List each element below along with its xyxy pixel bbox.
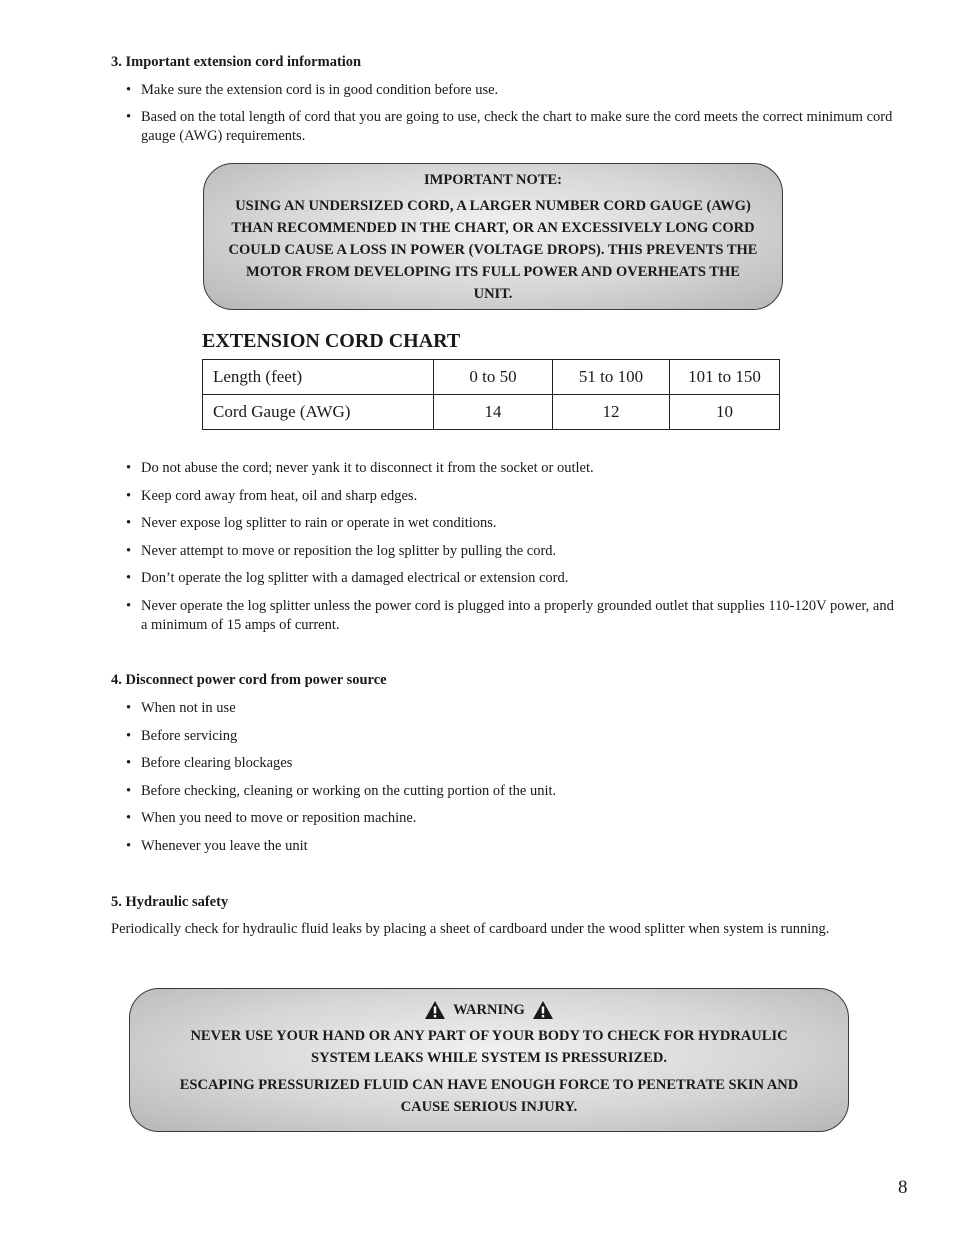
table-cell: 101 to 150 [670, 360, 780, 395]
page-number: 8 [898, 1177, 908, 1198]
section-5-body: Periodically check for hydraulic fluid leaks by placing a sheet of cardboard under the wood splitter when system is running. [111, 921, 830, 937]
table-cell: 0 to 50 [434, 360, 553, 395]
section-3-heading: 3. Important extension cord information [111, 54, 362, 70]
table-cell: 10 [670, 395, 780, 430]
list-item: • Do not abuse the cord; never yank it to disconnect it from the socket or outlet. [126, 459, 896, 478]
list-item: • Make sure the extension cord is in good condition before use. [126, 81, 896, 100]
list-item: • Before clearing blockages [126, 754, 896, 773]
warning-header [160, 996, 818, 1023]
list-item: • Don’t operate the log splitter with a damaged electrical or extension cord. [126, 569, 896, 588]
list-item: • Never expose log splitter to rain or operate in wet conditions. [126, 514, 896, 533]
warning-line-1: NEVER USE YOUR HAND OR ANY PART OF YOUR BODY TO CHECK FOR HYDRAULIC SYSTEM LEAKS WHILE SYSTEM IS PRESSURIZED. [190, 1027, 788, 1066]
table-cell: 12 [553, 395, 670, 430]
list-item: • When you need to move or reposition machine. [126, 809, 896, 828]
table-cell: 51 to 100 [553, 360, 670, 395]
section-3-bullet-list-bottom [126, 459, 896, 635]
extension-cord-chart-title: EXTENSION CORD CHART [202, 330, 461, 352]
list-item: • Never attempt to move or reposition the log splitter by pulling the cord. [126, 542, 896, 561]
section-5-heading: 5. Hydraulic safety [111, 894, 229, 910]
warning-triangle-icon [532, 1000, 554, 1020]
important-note-body: USING AN UNDERSIZED CORD, A LARGER NUMBER CORD GAUGE (AWG) THAN RECOMMENDED IN THE CHART, OR AN EXCESSIVELY LONG CORD COULD CAUSE A LOSS IN POWER (VOLTAGE DROPS). THIS PREVENTS THE MOTOR FROM DEVELOPING ITS FULL POWER AND OVERHEATS THE UNIT. [228, 198, 758, 302]
table-cell-label: Cord Gauge (AWG) [203, 395, 434, 430]
list-item: • Never operate the log splitter unless the power cord is plugged into a properly grounded outlet that supplies 110-120V power, and a minimum of 15 amps of current. [126, 597, 896, 635]
warning-triangle-icon [424, 1000, 446, 1020]
warning-line-2: ESCAPING PRESSURIZED FLUID CAN HAVE ENOUGH FORCE TO PENETRATE SKIN AND CAUSE SERIOUS INJURY. [179, 1076, 799, 1115]
list-item: • Before servicing [126, 727, 896, 746]
table-row [203, 360, 780, 395]
list-item: • When not in use [126, 699, 896, 718]
section-4-heading: 4. Disconnect power cord from power source [111, 672, 387, 688]
table-cell-label: Length (feet) [203, 360, 434, 395]
list-item: • Whenever you leave the unit [126, 837, 896, 856]
warning-box [129, 988, 849, 1132]
important-note-title: IMPORTANT NOTE: [424, 172, 562, 188]
warning-title: WARNING [453, 1001, 525, 1018]
table-row [203, 395, 780, 430]
important-note-box [203, 163, 783, 310]
list-item: • Based on the total length of cord that you are going to use, check the chart to make sure the cord meets the correct minimum cord gauge (AWG) requirements. [126, 108, 896, 146]
table-cell: 14 [434, 395, 553, 430]
section-4-bullet-list [126, 699, 896, 856]
extension-cord-table [202, 359, 780, 430]
list-item: • Before checking, cleaning or working on the cutting portion of the unit. [126, 782, 896, 801]
section-3-bullet-list-top [126, 81, 896, 146]
list-item: • Keep cord away from heat, oil and sharp edges. [126, 487, 896, 506]
